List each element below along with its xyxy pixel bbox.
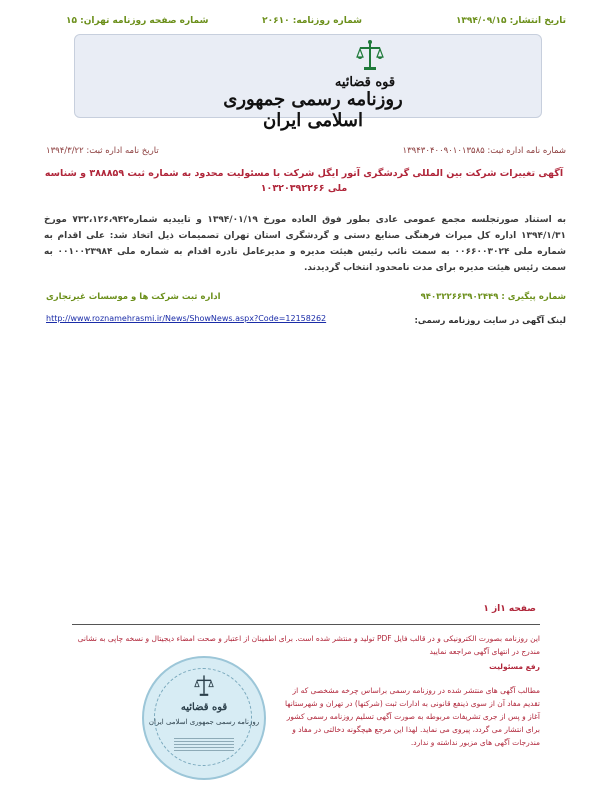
page-counter: صفحه ۱از ۱ [483,604,536,614]
publish-date: تاریخ انتشار: ۱۳۹۴/۰۹/۱۵ [455,16,566,26]
seal-fine-print [174,738,234,752]
newspaper-title: روزنامه رسمی جمهوری اسلامی ایران [223,89,403,131]
seal-title: روزنامه رسمی جمهوری اسلامی ایران [148,718,260,726]
newspaper-page-number: شماره صفحه روزنامه تهران: ۱۵ [66,16,209,26]
registration-letter-number: شماره نامه اداره ثبت: ۱۳۹۴۳۰۴۰۰۹۰۱۰۱۳۵۸۵ [402,146,566,156]
judiciary-label: قوه قضائیه [334,75,396,90]
registration-office: اداره ثبت شرکت ها و موسسات غیرتجاری [46,292,221,302]
footer-divider [72,624,540,625]
disclaimer-title: رفع مسئولیت [489,662,540,671]
tracking-number: شماره پیگیری : ۹۴۰۳۲۲۶۶۳۹۰۲۴۴۹ [420,292,566,302]
seal-court: قوه قضائیه [180,702,228,713]
notice-body: به استناد صورتجلسه مجمع عمومی عادی بطور فوق العاده مورخ ۱۳۹۴/۰۱/۱۹ و تاییدیه شماره۷۳۲،۱۲۶،۹۴۲ مورخ ۱۳۹۴/۱/۳۱ اداره کل میراث فرهنگی صنایع دستی و گردشگری استان تهران تصمیمات ذیل اتخاذ شد: علی اقدام به شماره ملی ۰۰۶۶۰۰۳۰۲۴ به سمت نائب رئیس هیئت مدیره و مدیرعامل نادره اقدام به شماره ملی ۰۰۱۰۰۲۳۹۸۴ به سمت رئیس هیئت مدیره برای مدت نامحدود انتخاب گردیدند. [44,215,566,273]
notice-link-label: لینک آگهی در سایت روزنامه رسمی: [414,316,566,326]
issue-number: شماره روزنامه: ۲۰۶۱۰ [262,16,362,26]
header-banner [74,34,542,131]
disclaimer-text: مطالب آگهی های منتشر شده در روزنامه رسمی براساس چرخه مشخصی که از تقدیم مفاد آن از سوی ذینفع قانونی به ادارات ثبت (شرکتها) در تهران و شهرستانها آغاز و پس از جری تشریفات مربوطه به صورت آگهی تسلیم روزنامه رسمی کشور برای انتشار می گردد، پیروی می نماید. لهذا این مرجع هیچگونه دخالتی در مفاد و مندرجات آگهی های مزبور نداشته و ندارد. [284,686,540,747]
seal-emblem-icon [194,674,214,698]
pdf-note: این روزنامه بصورت الکترونیکی و در قالب فایل PDF تولید و منتشر شده است. برای اطمینان از اعتبار و صحت امضاء دیجیتال و نسخه چاپی به نشانی مندرج در انتهای آگهی مراجعه نمایید [77,634,540,656]
notice-link[interactable]: http://www.roznamehrasmi.ir/News/ShowNews.aspx?Code=12158262 [46,314,327,323]
judiciary-emblem-icon [356,39,384,73]
official-seal [142,656,266,780]
registration-letter-date: تاریخ نامه اداره ثبت: ۱۳۹۴/۳/۲۲ [46,146,159,156]
notice-headline: آگهی تغییرات شرکت بین المللی گردشگری آتور ایگل شرکت با مسئولیت محدود به شماره ثبت ۳۸۸۸۵۹ و شناسه ملی ۱۰۳۲۰۳۹۲۲۶۶ [44,168,564,194]
